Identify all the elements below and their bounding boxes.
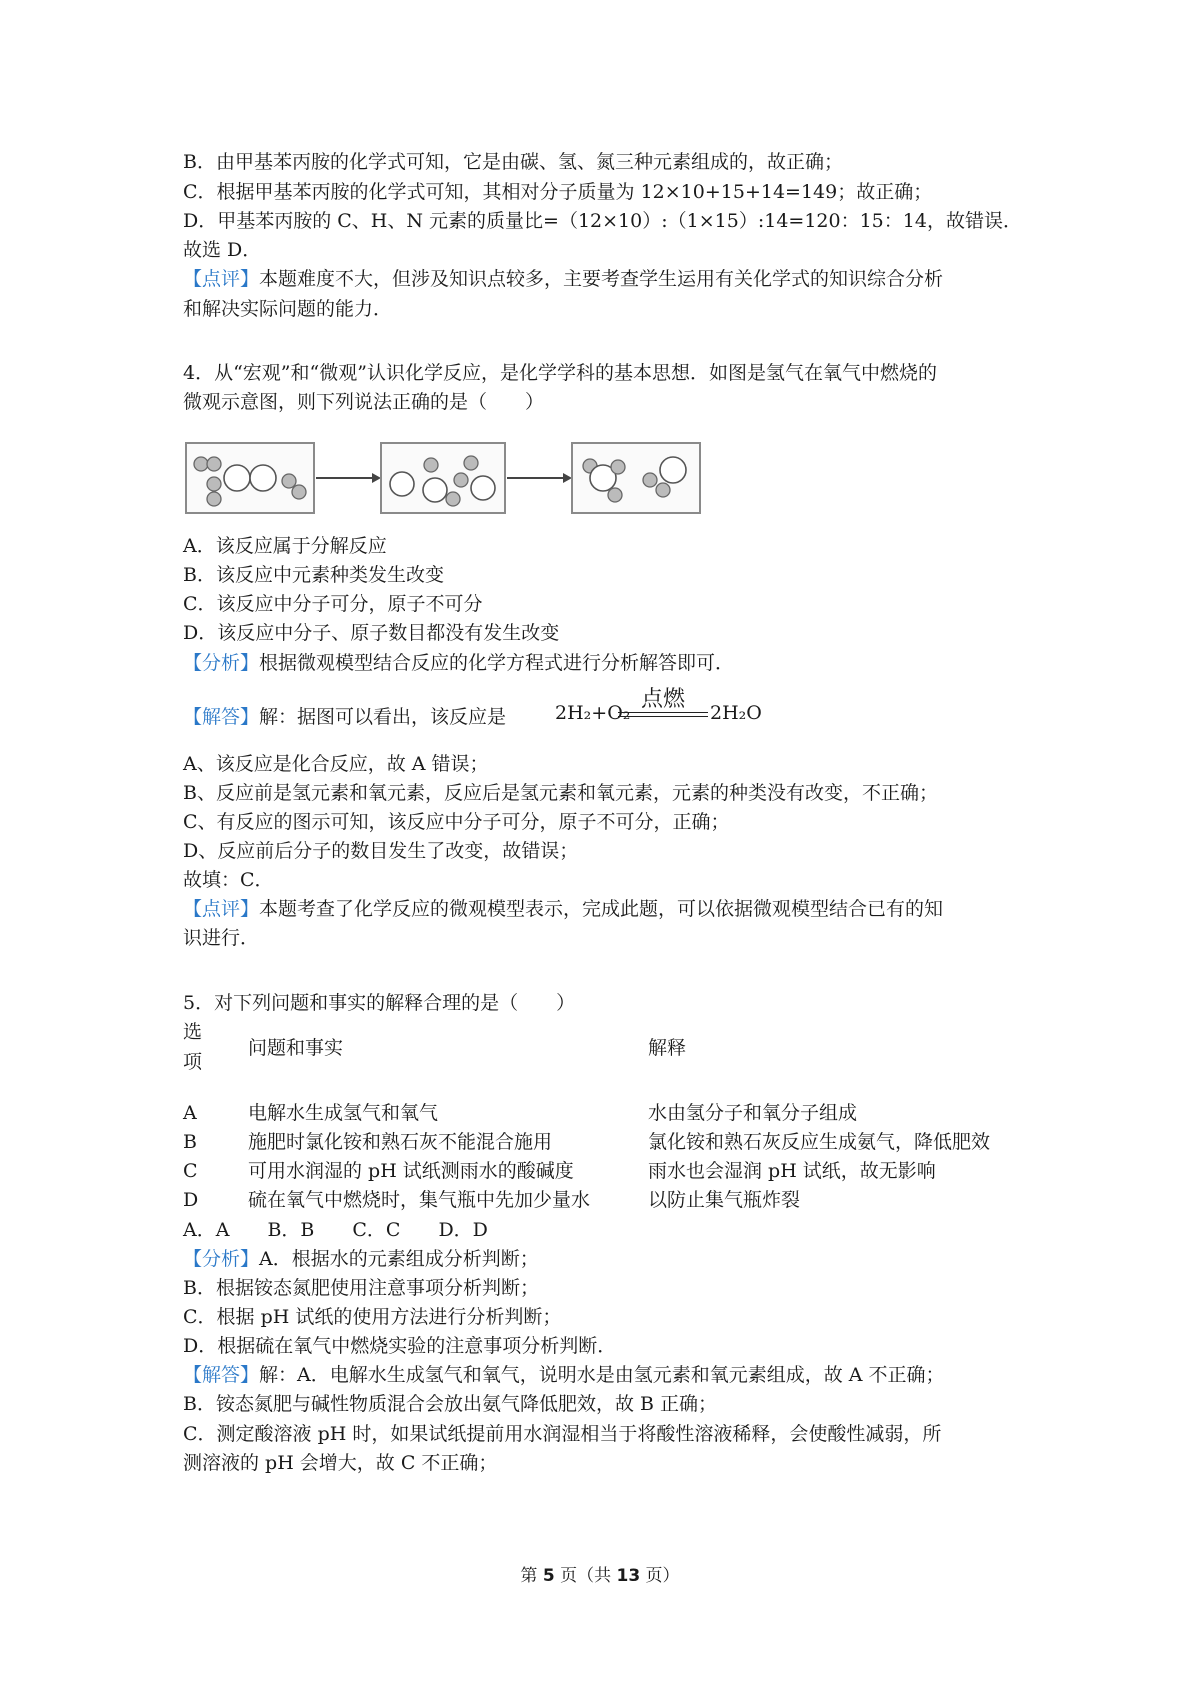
footer-total-pages: 13 — [616, 1566, 641, 1586]
footer-page-number: 5 — [542, 1566, 555, 1586]
reaction-micro-diagram — [183, 440, 703, 516]
q4-analysis — [183, 651, 734, 675]
table-row-a-fact: 电解水生成氢气和氧气 — [248, 1102, 439, 1124]
q5-answer — [183, 1363, 945, 1387]
page-footer — [0, 1565, 1200, 1587]
q4-answer-fill: 故填：C． — [183, 869, 274, 891]
q3-comment-text-1: 本题难度不大，但涉及知识点较多，主要考查学生运用有关化学式的知识综合分析 — [259, 268, 944, 290]
table-header-option-1: 选 — [183, 1021, 203, 1043]
q4-answer-prefix: 解：据图可以看出，该反应是 — [259, 706, 507, 728]
equation-condition: 点燃 — [640, 687, 685, 712]
q4-comment — [183, 897, 943, 921]
table-row-c-option: C — [183, 1160, 198, 1182]
equation-products: 2H₂O — [710, 702, 762, 724]
footer-pre: 第 — [520, 1566, 543, 1586]
q4-stem-2: 微观示意图，则下列说法正确的是（ ） — [183, 391, 545, 413]
table-row-c-explain: 雨水也会湿润 pH 试纸，故无影响 — [648, 1160, 936, 1182]
q4-option-a: A．该反应属于分解反应 — [183, 535, 387, 557]
q4-option-c: C．该反应中分子可分，原子不可分 — [183, 593, 483, 615]
q5-answer-a: 解：A．电解水生成氢气和氧气，说明水是由氢元素和氧元素组成，故 A 不正确； — [259, 1364, 945, 1386]
q5-analysis — [183, 1247, 539, 1271]
table-header-option-2: 项 — [183, 1051, 203, 1073]
footer-mid: 页（共 — [554, 1566, 617, 1586]
q4-analysis-text: 根据微观模型结合反应的化学方程式进行分析解答即可． — [259, 652, 735, 674]
q3-option-d-explain: D．甲基苯丙胺的 C、H、N 元素的质量比=（12×10）:（1×15）:14=120：15：14，故错误． — [183, 210, 1022, 232]
footer-post: 页） — [640, 1566, 680, 1586]
table-row-b-explain: 氯化铵和熟石灰反应生成氨气，降低肥效 — [648, 1131, 991, 1153]
q5-answer-c-2: 测溶液的 pH 会增大，故 C 不正确； — [183, 1452, 498, 1474]
q5-analysis-b: B．根据铵态氮肥使用注意事项分析判断； — [183, 1277, 539, 1299]
q5-analysis-d: D．根据硫在氧气中燃烧实验的注意事项分析判断． — [183, 1335, 617, 1357]
q3-comment — [183, 267, 943, 291]
answer-tag: 【解答】 — [183, 1364, 260, 1386]
q5-analysis-c: C．根据 pH 试纸的使用方法进行分析判断； — [183, 1306, 562, 1328]
comment-tag: 【点评】 — [183, 268, 260, 290]
table-row-d-option: D — [183, 1189, 199, 1211]
table-row-d-fact: 硫在氧气中燃烧时，集气瓶中先加少量水 — [248, 1189, 591, 1211]
reaction-arrow-1 — [316, 473, 381, 483]
diagram-box-middle — [381, 443, 505, 513]
q5-options: A．A B．B C．C D．D — [183, 1219, 488, 1241]
q3-comment-text-2: 和解决实际问题的能力． — [183, 298, 393, 320]
analysis-tag: 【分析】 — [183, 1248, 260, 1270]
comment-tag: 【点评】 — [183, 898, 260, 920]
table-header-explain: 解释 — [648, 1037, 687, 1059]
q4-option-d: D．该反应中分子、原子数目都没有发生改变 — [183, 622, 560, 644]
q4-answer-b: B、反应前是氢元素和氧元素，反应后是氢元素和氧元素，元素的种类没有改变，不正确； — [183, 782, 938, 804]
table-row-b-option: B — [183, 1131, 197, 1153]
analysis-tag: 【分析】 — [183, 652, 260, 674]
q5-stem: 5．对下列问题和事实的解释合理的是（ ） — [183, 992, 576, 1014]
q4-comment-text-2: 识进行． — [183, 927, 260, 949]
equation-reactants: 2H₂+O₂ — [555, 702, 631, 724]
q3-choice: 故选 D． — [183, 239, 262, 261]
table-row-c-fact: 可用水润湿的 pH 试纸测雨水的酸碱度 — [248, 1160, 574, 1182]
q5-answer-c-1: C．测定酸溶液 pH 时，如果试纸提前用水润湿相当于将酸性溶液稀释，会使酸性减弱，所 — [183, 1423, 942, 1445]
answer-tag: 【解答】 — [183, 706, 260, 728]
q4-answer-c: C、有反应的图示可知，该反应中分子可分，原子不可分，正确； — [183, 811, 730, 833]
q3-option-c-explain: C．根据甲基苯丙胺的化学式可知，其相对分子质量为 12×10+15+14=149；故正确； — [183, 181, 933, 203]
diagram-box-before — [186, 443, 314, 513]
equation-bar-top — [618, 712, 708, 713]
q4-comment-text-1: 本题考查了化学反应的微观模型表示，完成此题，可以依据微观模型结合已有的知 — [259, 898, 944, 920]
q4-answer-a: A、该反应是化合反应，故 A 错误； — [183, 753, 489, 775]
q4-answer-d: D、反应前后分子的数目发生了改变，故错误； — [183, 840, 579, 862]
q5-analysis-a: A．根据水的元素组成分析判断； — [259, 1248, 539, 1270]
diagram-box-after — [572, 443, 700, 513]
table-row-b-fact: 施肥时氯化铵和熟石灰不能混合施用 — [248, 1131, 553, 1153]
q3-option-b-explain: B．由甲基苯丙胺的化学式可知，它是由碳、氢、氮三种元素组成的，故正确； — [183, 151, 843, 173]
table-row-a-option: A — [183, 1102, 197, 1124]
q4-option-b: B．该反应中元素种类发生改变 — [183, 564, 444, 586]
q4-stem-1: 4．从“宏观”和“微观”认识化学反应，是化学学科的基本思想．如图是氢气在氧气中燃烧的 — [183, 362, 937, 384]
table-row-a-explain: 水由氢分子和氧分子组成 — [648, 1102, 858, 1124]
equation-bar-bottom — [618, 716, 708, 717]
q5-answer-b: B．铵态氮肥与碱性物质混合会放出氨气降低肥效，故 B 正确； — [183, 1393, 718, 1415]
reaction-arrow-2 — [507, 473, 572, 483]
table-header-fact: 问题和事实 — [248, 1037, 344, 1059]
table-row-d-explain: 以防止集气瓶炸裂 — [648, 1189, 801, 1211]
